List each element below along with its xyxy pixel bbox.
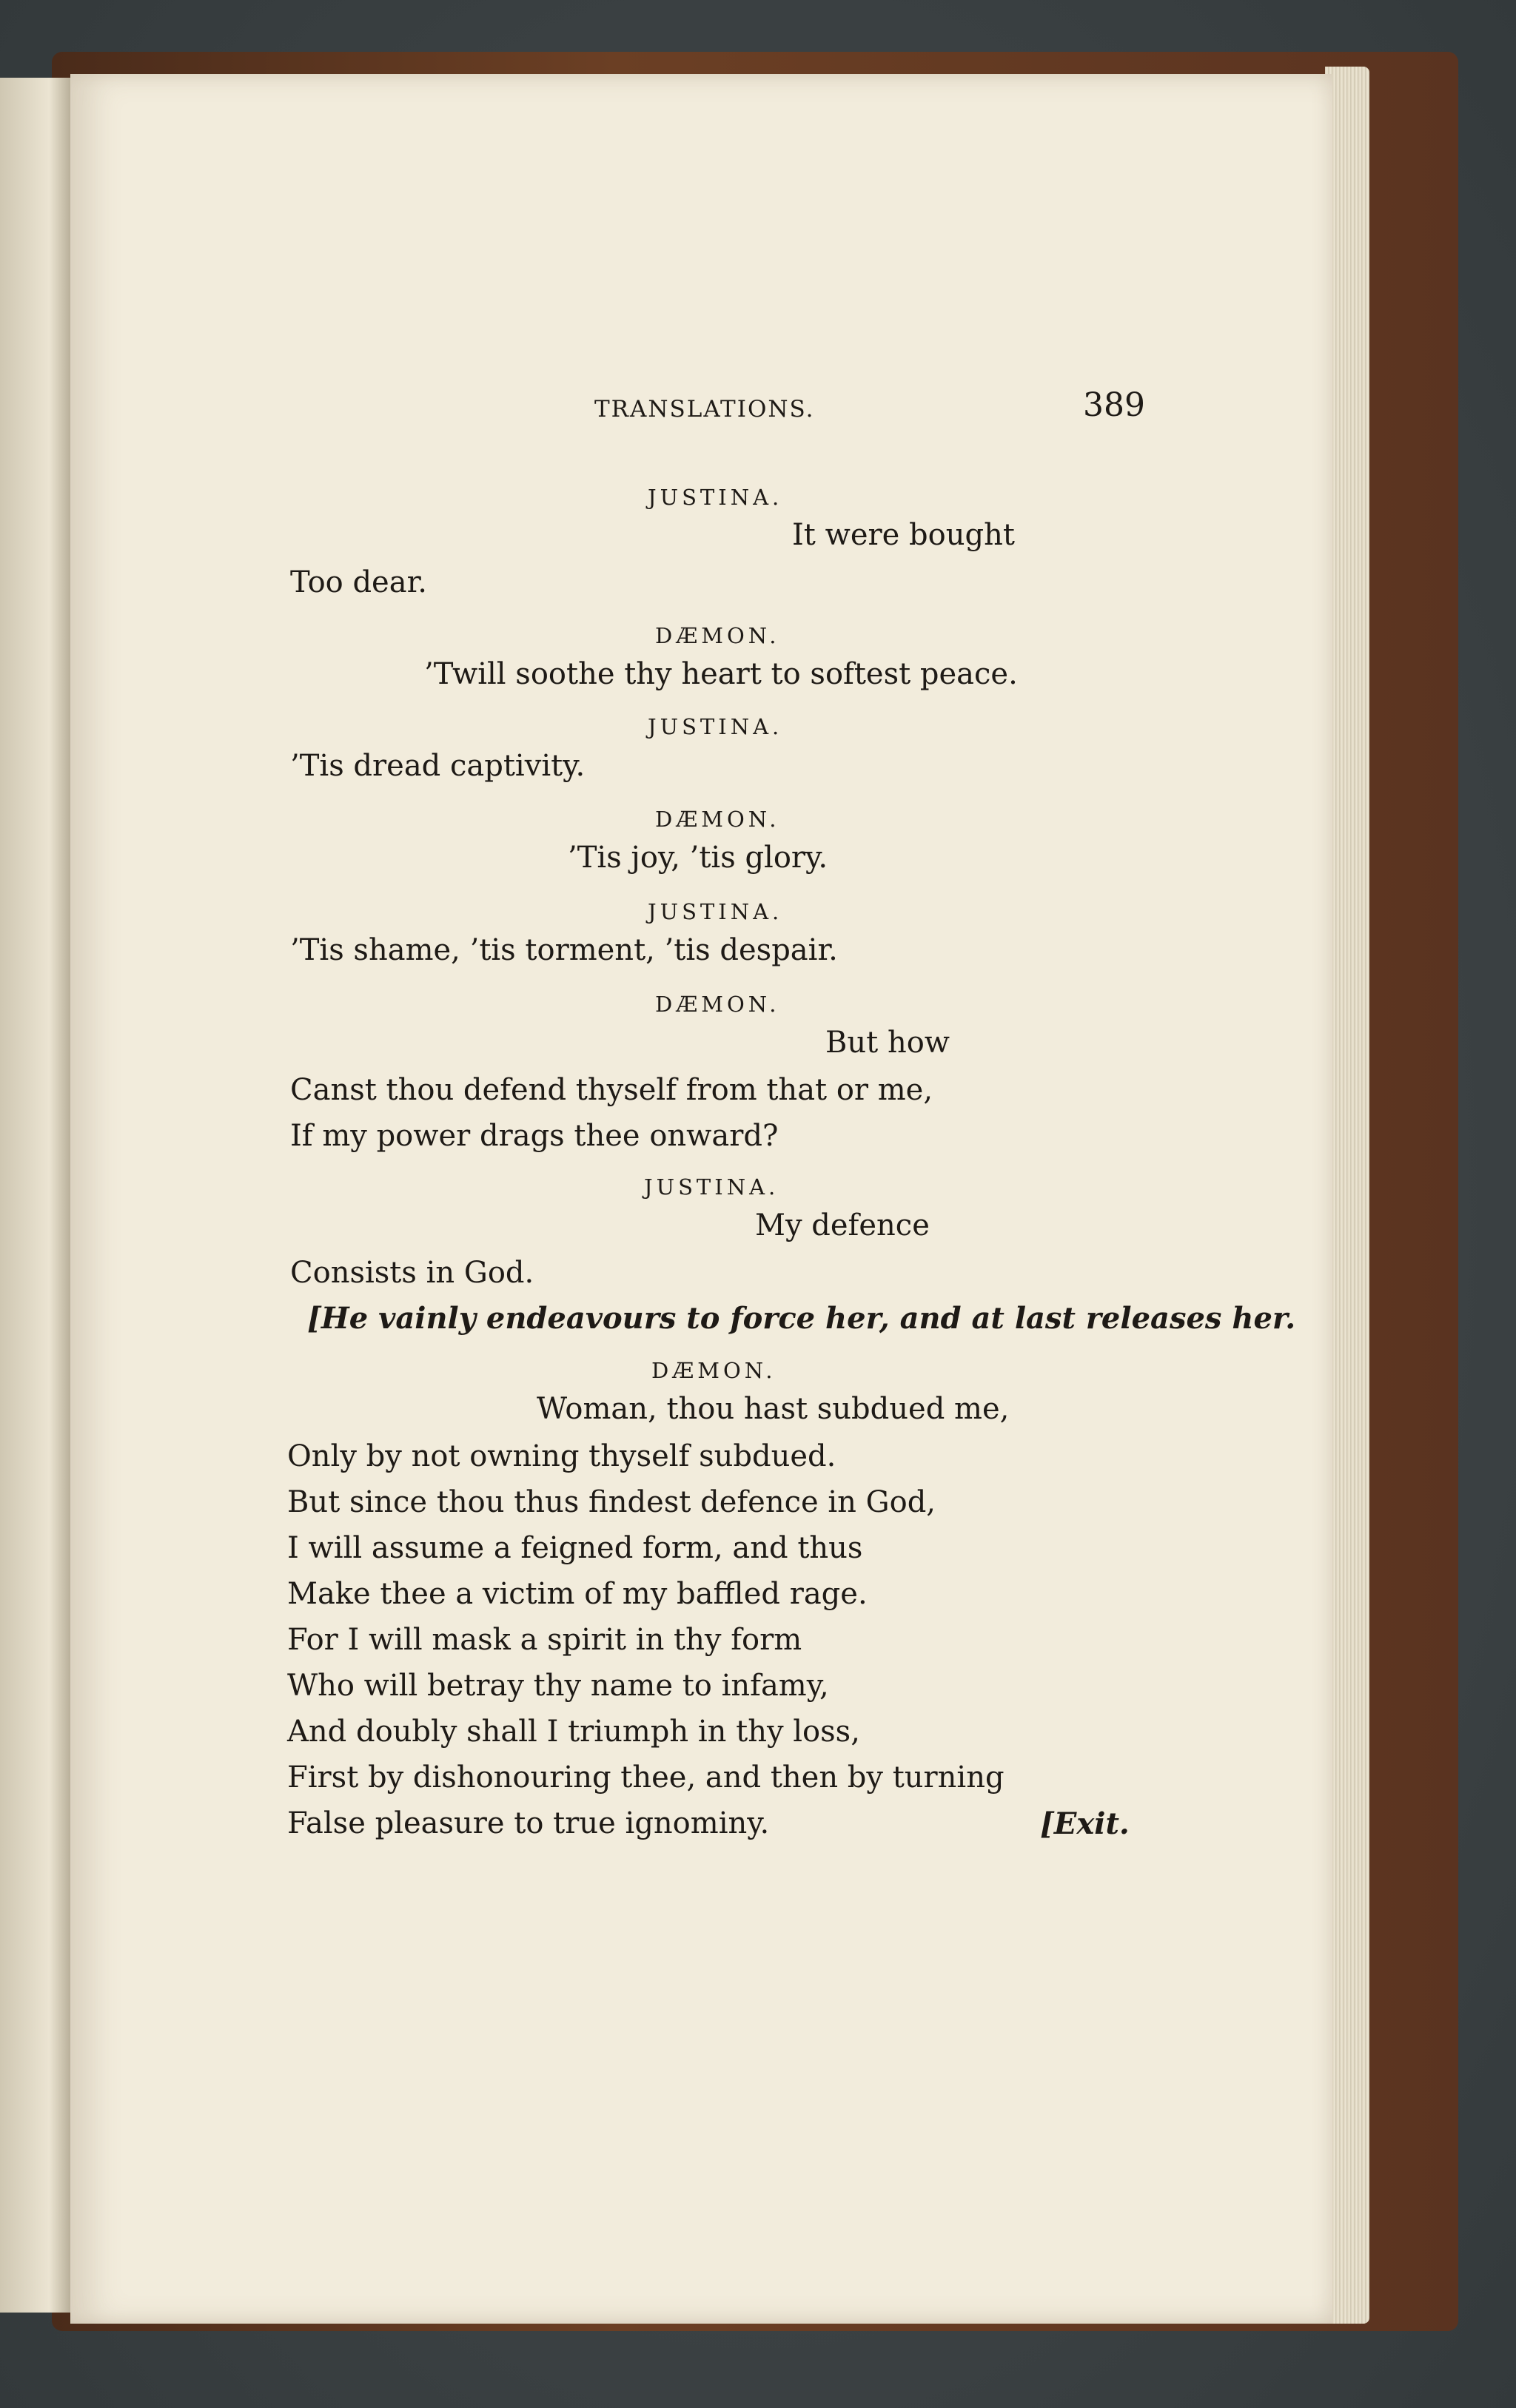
verse-line: It were bought bbox=[792, 518, 1015, 552]
verse-line: Too dear. bbox=[290, 565, 428, 599]
stage-direction-exit: [Exit. bbox=[1040, 1806, 1130, 1841]
verse-line: If my power drags thee onward? bbox=[290, 1119, 779, 1153]
speaker-label: JUSTINA. bbox=[648, 899, 783, 924]
verse-line: Consists in God. bbox=[290, 1256, 534, 1290]
page-text bbox=[70, 74, 1332, 2324]
left-page-edge bbox=[0, 78, 70, 2313]
stage-direction: [He vainly endeavours to force her, and at last releases her. bbox=[307, 1301, 1296, 1336]
speaker-label: JUSTINA. bbox=[648, 485, 783, 510]
verse-line: False pleasure to true ignominy. bbox=[287, 1806, 770, 1840]
verse-line: And doubly shall I triumph in thy loss, bbox=[287, 1715, 860, 1749]
speaker-label: DÆMON. bbox=[655, 992, 780, 1017]
verse-line: But how bbox=[825, 1026, 950, 1060]
running-title: TRANSLATIONS. bbox=[594, 396, 815, 423]
verse-line: My defence bbox=[755, 1208, 930, 1242]
page-number: 389 bbox=[1083, 386, 1145, 424]
book-page bbox=[70, 74, 1332, 2324]
speaker-label: DÆMON. bbox=[651, 1358, 777, 1383]
verse-line: ’Twill soothe thy heart to softest peace. bbox=[424, 657, 1018, 691]
verse-line: ’Tis dread captivity. bbox=[290, 749, 586, 783]
verse-line: I will assume a feigned form, and thus bbox=[287, 1531, 863, 1565]
verse-line: ’Tis joy, ’tis glory. bbox=[568, 841, 828, 875]
verse-line: First by dishonouring thee, and then by turning bbox=[287, 1760, 1004, 1795]
verse-line: ’Tis shame, ’tis torment, ’tis despair. bbox=[290, 933, 838, 967]
speaker-label: DÆMON. bbox=[655, 807, 780, 832]
verse-line: Canst thou defend thyself from that or me, bbox=[290, 1073, 933, 1107]
speaker-label: JUSTINA. bbox=[644, 1174, 779, 1200]
verse-line: Woman, thou hast subdued me, bbox=[537, 1392, 1010, 1426]
speaker-label: DÆMON. bbox=[655, 623, 780, 648]
verse-line: Make thee a victim of my baffled rage. bbox=[287, 1577, 868, 1611]
verse-line: Only by not owning thyself subdued. bbox=[287, 1439, 836, 1473]
verse-line: For I will mask a spirit in thy form bbox=[287, 1623, 802, 1657]
speaker-label: JUSTINA. bbox=[648, 714, 783, 739]
verse-line: Who will betray thy name to infamy, bbox=[287, 1669, 829, 1703]
verse-line: But since thou thus findest defence in God, bbox=[287, 1485, 936, 1519]
